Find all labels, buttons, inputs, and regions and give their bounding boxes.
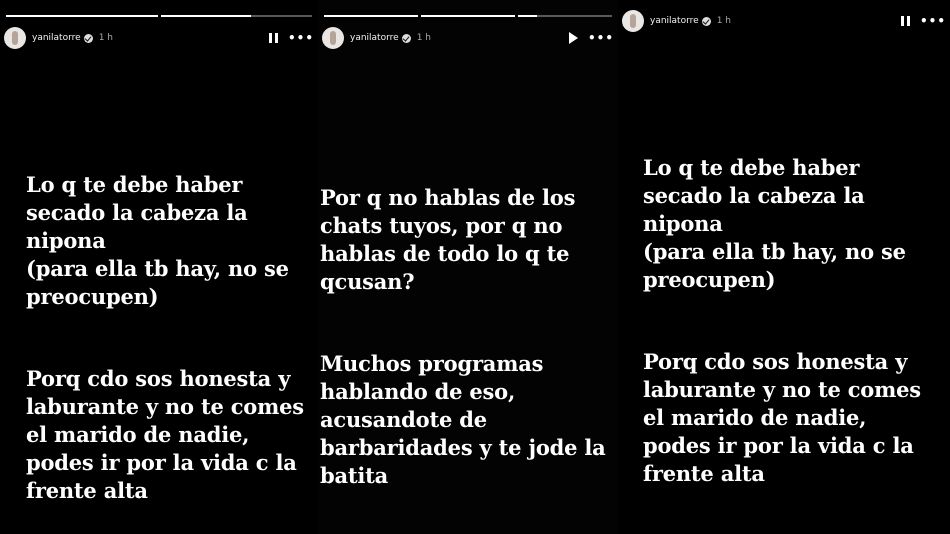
pause-icon[interactable] [269,33,278,43]
progress-segment [6,15,158,17]
more-options-icon[interactable]: ••• [287,31,314,45]
story-panel-2[interactable] [318,0,618,534]
progress-segment [421,15,515,17]
story-paragraph: Porq cdo sos honesta y laburante y no te comes el marido de nadie, podes ir por la vida c la frente alta [26,366,304,503]
username[interactable]: yanilatorre [650,16,699,26]
verified-icon [84,34,93,43]
username[interactable]: yanilatorre [350,33,399,43]
story-paragraph: Por q no hablas de los chats tuyos, por q no hablas de todo lo q te qcusan? [320,185,576,294]
more-options-icon[interactable]: ••• [919,14,946,28]
story-paragraph: Porq cdo sos honesta y laburante y no te comes el marido de nadie, podes ir por la vida c la frente alta [643,349,921,486]
story-paragraph: Lo q te debe haber secado la cabeza la nipona (para ella tb hay, no se preocupen) [643,155,906,292]
avatar[interactable] [622,10,644,32]
progress-segment [518,15,612,17]
story-header [4,25,314,51]
story-progress-bar [6,15,312,17]
avatar[interactable] [322,27,344,49]
story-panel-3[interactable] [618,0,950,534]
story-text [320,156,616,518]
story-paragraph: Muchos programas hablando de eso, acusandote de barbaridades y te jode la batita [320,351,606,488]
verified-icon [402,34,411,43]
story-paragraph: Lo q te debe haber secado la cabeza la nipona (para ella tb hay, no se preocupen) [26,172,289,309]
pause-icon[interactable] [901,16,910,26]
story-text [26,143,316,533]
more-options-icon[interactable]: ••• [587,31,614,45]
story-header [622,8,946,34]
post-time: 1 h [416,33,431,43]
story-text [643,126,943,516]
story-progress-bar [324,15,612,17]
username[interactable]: yanilatorre [32,33,81,43]
verified-icon [702,17,711,26]
post-time: 1 h [98,33,113,43]
story-panel-1[interactable] [0,0,318,534]
avatar[interactable] [4,27,26,49]
progress-segment [324,15,418,17]
post-time: 1 h [716,16,731,26]
play-icon[interactable] [569,32,578,44]
story-header [322,25,614,51]
progress-segment [161,15,313,17]
